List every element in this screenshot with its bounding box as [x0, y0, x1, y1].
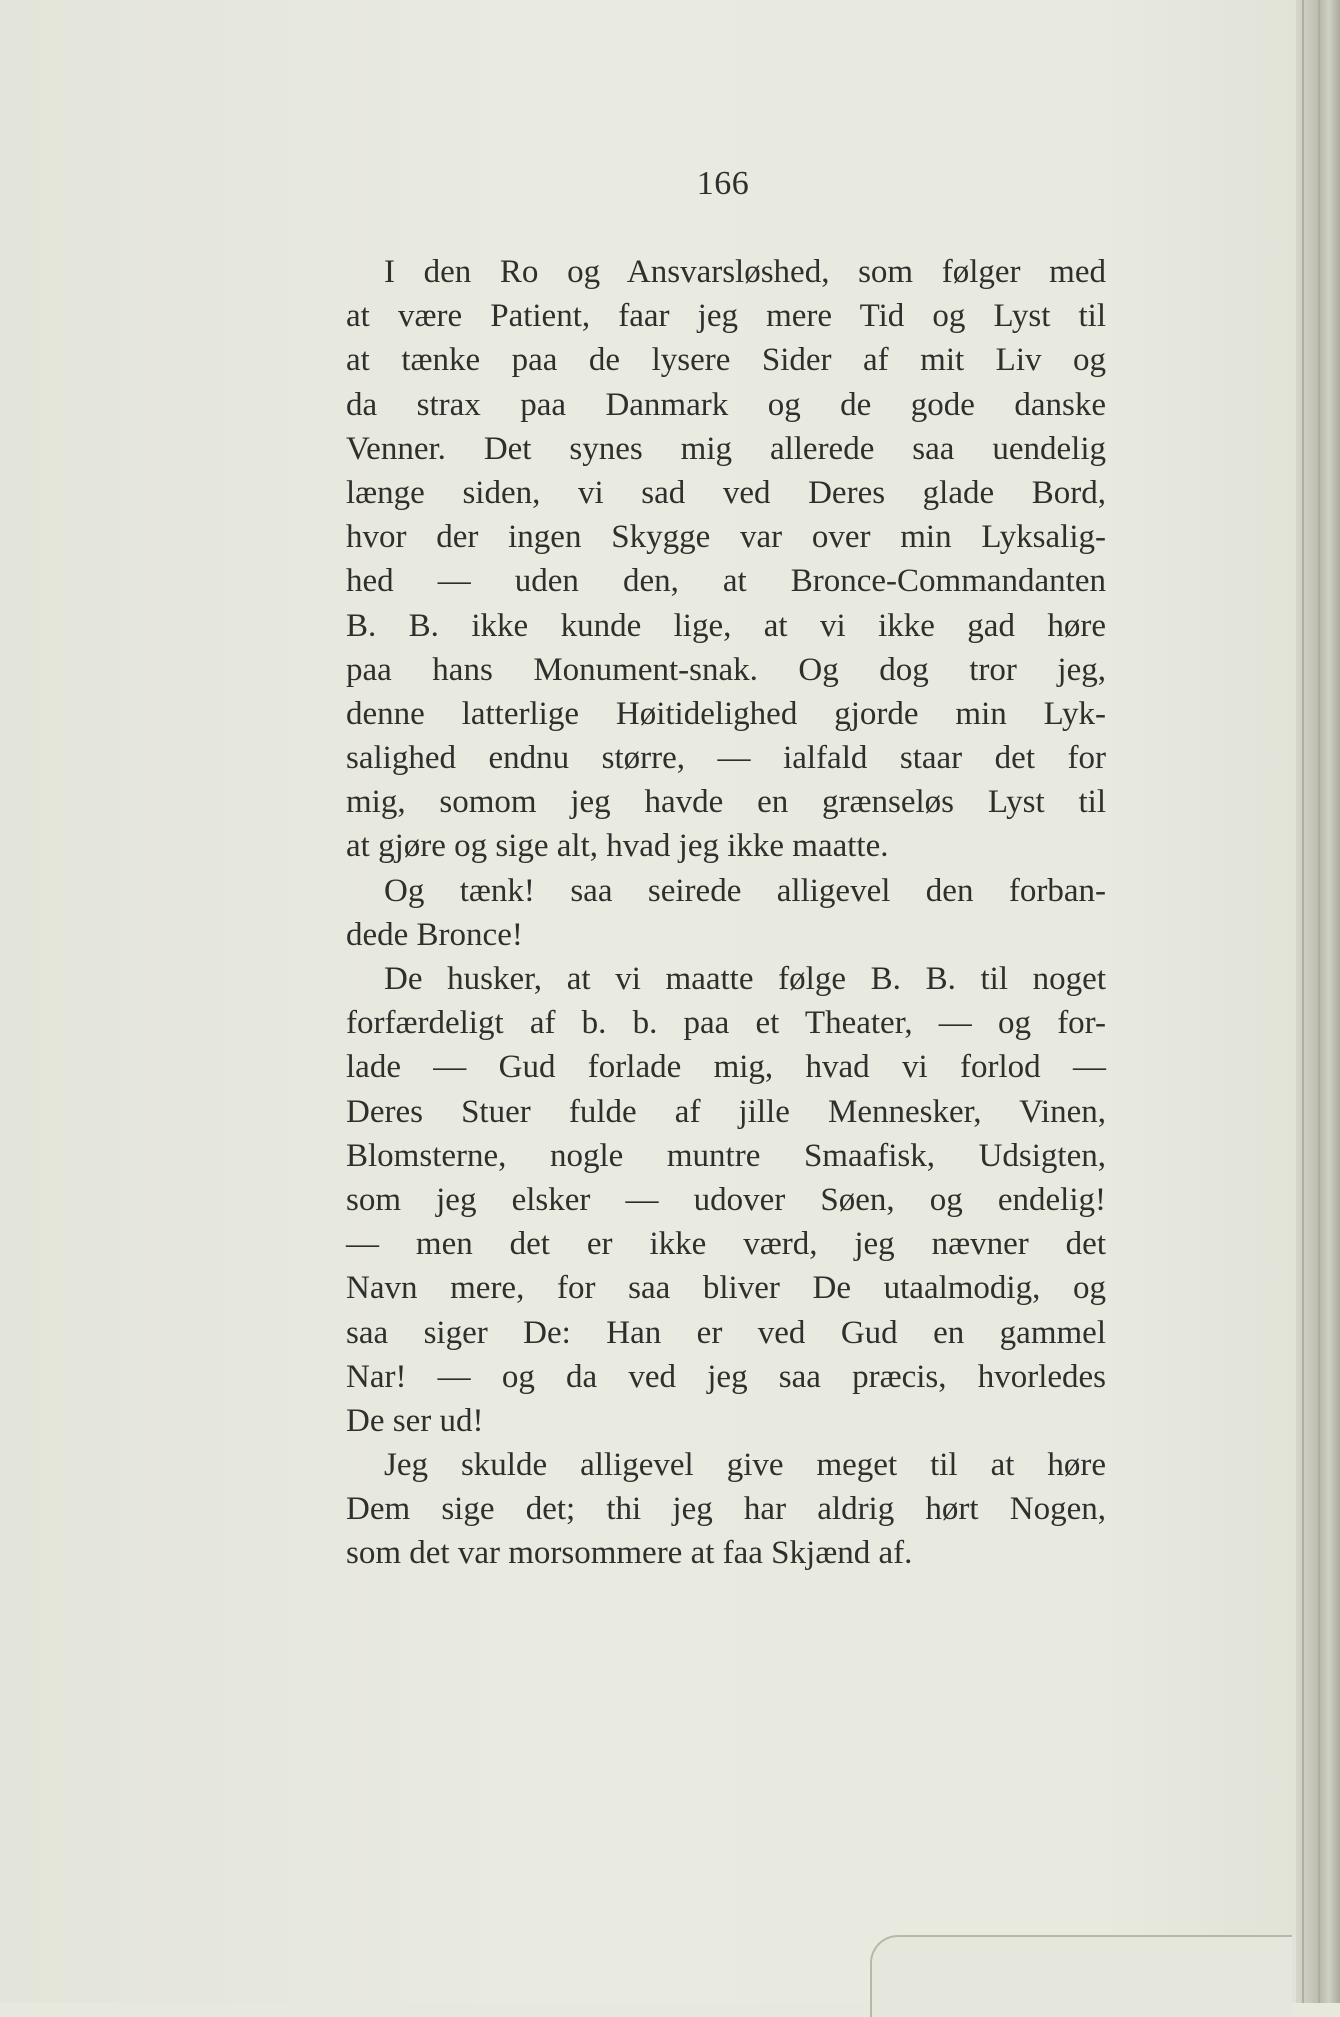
text-line: hed — uden den, at Bronce-Commandanten	[346, 563, 1106, 600]
text-line: Og tænk! saa seirede alligevel den forban-	[384, 872, 1106, 909]
text-line: Navn mere, for saa bliver De utaalmodig, og	[346, 1270, 1106, 1307]
text-line: længe siden, vi sad ved Deres glade Bord,	[346, 474, 1106, 511]
text-line: B. B. ikke kunde lige, at vi ikke gad høre	[346, 607, 1106, 644]
text-line: denne latterlige Høitidelighed gjorde min Lyk-	[346, 695, 1106, 732]
page-number: 166	[696, 165, 750, 202]
text-line: hvor der ingen Skygge var over min Lyksalig-	[346, 519, 1106, 556]
book-spine-edge	[1296, 0, 1340, 2003]
text-line: saa siger De: Han er ved Gud en gammel	[346, 1314, 1106, 1351]
text-line: — men det er ikke værd, jeg nævner det	[346, 1226, 1106, 1263]
text-line: forfærdeligt af b. b. paa et Theater, — og for-	[346, 1005, 1106, 1042]
text-line: at gjøre og sige alt, hvad jeg ikke maatte.	[346, 828, 889, 865]
text-line: som jeg elsker — udover Søen, og endelig!	[346, 1181, 1106, 1218]
body-text	[346, 250, 1106, 1576]
text-line: paa hans Monument-snak. Og dog tror jeg,	[346, 651, 1106, 688]
text-line: da strax paa Danmark og de gode danske	[346, 386, 1106, 423]
spine-shadow-line	[1302, 0, 1304, 2003]
text-line: De husker, at vi maatte følge B. B. til noget	[384, 961, 1106, 997]
text-line: Blomsterne, nogle muntre Smaafisk, Udsigten,	[346, 1137, 1106, 1174]
spine-shadow-line	[1318, 0, 1320, 2003]
text-line: Venner. Det synes mig allerede saa uendelig	[346, 430, 1106, 467]
text-line: at være Patient, faar jeg mere Tid og Lyst til	[346, 298, 1106, 335]
text-line: lade — Gud forlade mig, hvad vi forlod —	[346, 1049, 1106, 1086]
text-line: salighed endnu større, — ialfald staar det for	[346, 740, 1106, 777]
text-line: Jeg skulde alligevel give meget til at høre	[384, 1447, 1106, 1484]
page-corner-tab	[870, 1935, 1292, 2017]
text-line: at tænke paa de lysere Sider af mit Liv og	[346, 342, 1106, 379]
text-line: De ser ud!	[346, 1402, 484, 1439]
text-line: dede Bronce!	[346, 916, 523, 953]
text-line: Nar! — og da ved jeg saa præcis, hvorledes	[346, 1358, 1106, 1395]
text-line: Deres Stuer fulde af jille Mennesker, Vinen,	[346, 1093, 1106, 1130]
text-line: I den Ro og Ansvarsløshed, som følger med	[384, 254, 1106, 290]
text-line: som det var morsommere at faa Skjænd af.	[346, 1535, 913, 1572]
text-line: mig, somom jeg havde en grænseløs Lyst til	[346, 784, 1106, 821]
text-line: Dem sige det; thi jeg har aldrig hørt Nogen,	[346, 1491, 1106, 1528]
